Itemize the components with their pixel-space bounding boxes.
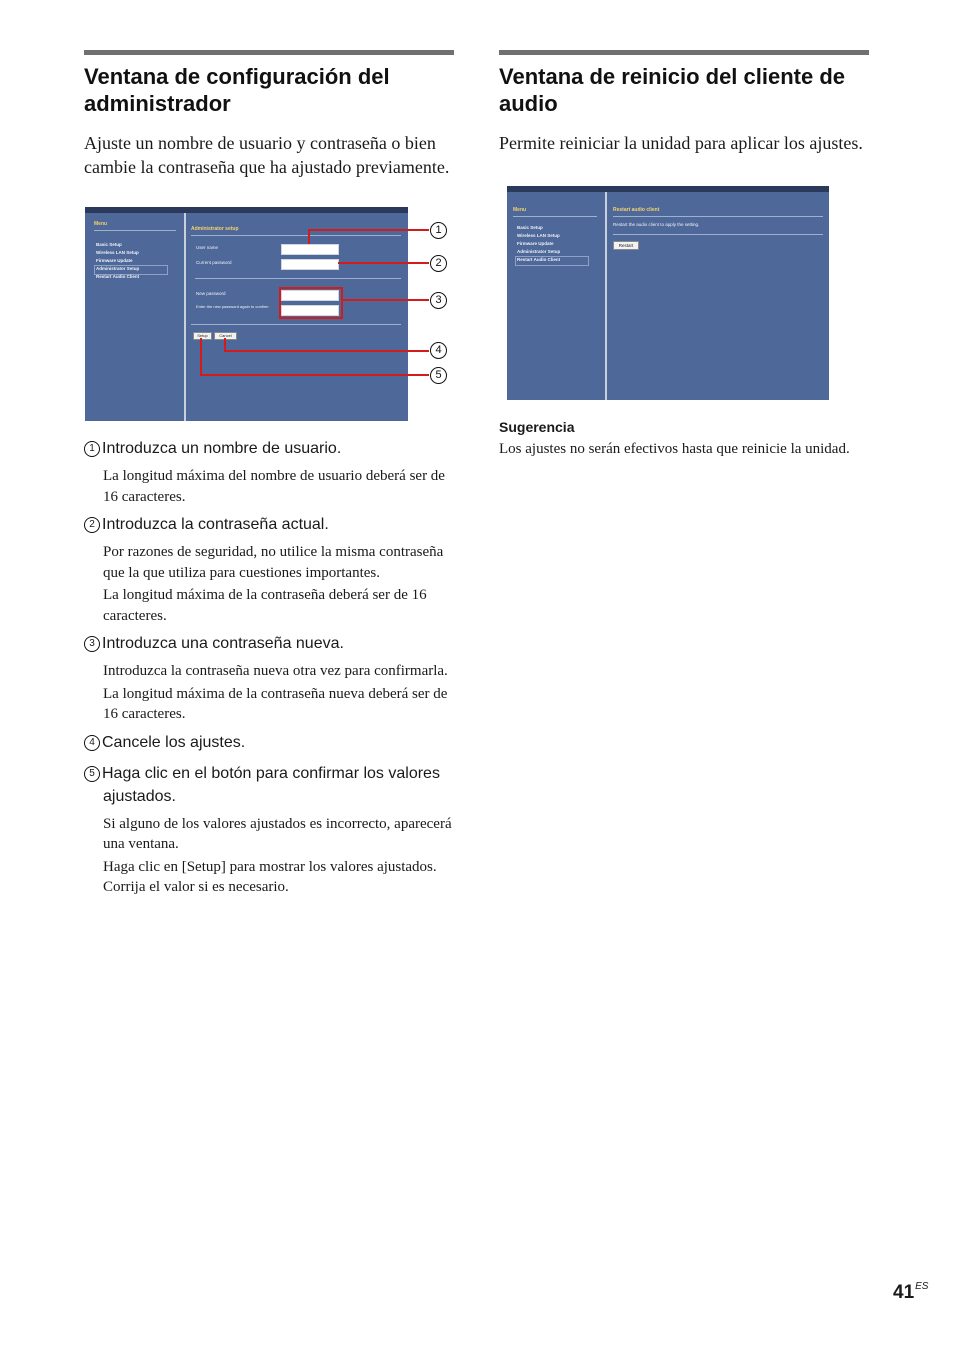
section-rule	[499, 50, 869, 55]
left-intro: Ajuste un nombre de usuario y contraseña o bien cambie la contraseña que ha ajustado previamente.	[84, 133, 450, 177]
callout-5: 5	[430, 367, 447, 384]
step-1-heading: 1 Introduzca un nombre de usuario.	[84, 437, 454, 460]
menu-item-basic-setup[interactable]: Basic Setup	[96, 242, 122, 247]
step-3-note: La longitud máxima de la contraseña nueva deberá ser de 16 caracteres.	[103, 685, 448, 722]
current-password-label: Current password	[196, 260, 232, 265]
callout-1: 1	[430, 222, 447, 239]
cancel-button[interactable]: Cancel	[214, 332, 237, 340]
tip-title: Sugerencia	[499, 419, 575, 435]
user-name-input[interactable]	[281, 244, 339, 255]
left-section-header	[84, 50, 454, 179]
step-2-note: Por razones de seguridad, no utilice la misma contraseña que la que utiliza para cuestiones importantes.	[103, 544, 444, 581]
menu-item-administrator-setup[interactable]: Administrator Setup	[96, 266, 140, 271]
step-4-heading: 4 Cancele los ajustes.	[84, 731, 454, 754]
step-3-heading: 3 Introduzca una contraseña nueva.	[84, 632, 454, 655]
section-rule	[84, 50, 454, 55]
step-3-note: Introduzca la contraseña nueva otra vez para confirmarla.	[103, 663, 448, 679]
language-code: ES	[915, 1281, 929, 1292]
tip-body: Los ajustes no serán efectivos hasta que reinicie la unidad.	[499, 441, 850, 457]
current-password-input[interactable]	[281, 259, 339, 270]
menu-title: Menu	[513, 207, 527, 213]
step-5-note: Haga clic en [Setup] para mostrar los valores ajustados. Corrija el valor si es necesario.	[103, 858, 437, 895]
step-2-heading: 2 Introduzca la contraseña actual.	[84, 513, 454, 536]
step-number: 2	[84, 517, 100, 533]
menu-item-wireless-lan-setup[interactable]: Wireless LAN Setup	[96, 250, 139, 255]
step-1-note: La longitud máxima del nombre de usuario deberá ser de 16 caracteres.	[103, 468, 445, 505]
new-password-highlight	[279, 287, 343, 319]
restart-button[interactable]: Restart	[613, 241, 639, 250]
left-section-title: Ventana de configuración del administrador	[84, 64, 390, 116]
panel-title: Administrator setup	[191, 226, 239, 232]
step-number: 5	[84, 766, 100, 782]
restart-client-screenshot	[507, 186, 829, 400]
menu-item-wireless-lan-setup[interactable]: Wireless LAN Setup	[517, 233, 560, 238]
callout-2: 2	[430, 255, 447, 272]
admin-setup-screenshot	[85, 207, 408, 421]
panel-title: Restart audio client	[613, 207, 660, 213]
step-number: 3	[84, 636, 100, 652]
reenter-password-label: Enter the new password again to confirm	[196, 304, 269, 309]
right-intro: Permite reiniciar la unidad para aplicar los ajustes.	[499, 133, 863, 153]
step-number: 4	[84, 735, 100, 751]
steps-list	[84, 437, 454, 898]
callout-3: 3	[430, 292, 447, 309]
setup-button[interactable]: Setup	[193, 332, 212, 340]
callout-4: 4	[430, 342, 447, 359]
menu-item-basic-setup[interactable]: Basic Setup	[517, 225, 543, 230]
step-5-heading: 5 Haga clic en el botón para confirmar los valores ajustados.	[84, 762, 454, 808]
user-name-label: User name	[196, 245, 219, 250]
menu-item-firmware-update[interactable]: Firmware Update	[96, 258, 133, 263]
right-section-title: Ventana de reinicio del cliente de audio	[499, 64, 846, 116]
menu-item-restart-audio-client[interactable]: Restart Audio Client	[96, 274, 140, 279]
menu-item-administrator-setup[interactable]: Administrator Setup	[517, 249, 561, 254]
page-number: $41^{ES}$	[893, 1281, 929, 1303]
step-2-note: La longitud máxima de la contraseña deberá ser de 16 caracteres.	[103, 587, 427, 624]
menu-item-firmware-update[interactable]: Firmware Update	[517, 241, 554, 246]
restart-message: Restart the audio client to apply the setting.	[613, 222, 700, 227]
step-number: 1	[84, 441, 100, 457]
step-5-note: Si alguno de los valores ajustados es incorrecto, aparecerá una ventana.	[103, 815, 452, 852]
menu-item-restart-audio-client[interactable]: Restart Audio Client	[517, 257, 561, 262]
menu-title: Menu	[94, 221, 108, 227]
new-password-label: New password	[196, 291, 226, 296]
